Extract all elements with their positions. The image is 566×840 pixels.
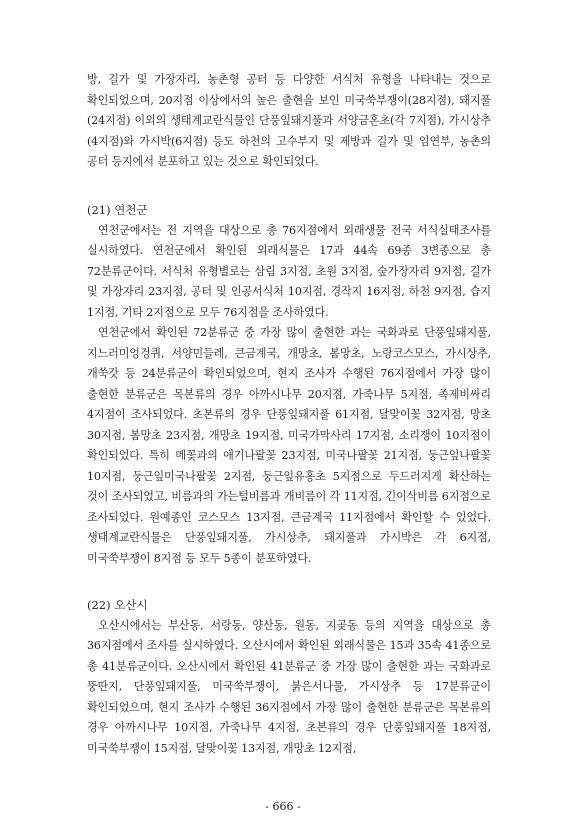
body-paragraph: 연천군에서는 전 지역을 대상으로 총 76지점에서 외래생물 전국 서식실태조사를 실시하였다. 연천군에서 확인된 외래식물은 17과 44속 69종 3변종으로 총 72분류군이다. 서식처 유형별로는 삼림 3지점, 초원 3지점, 숲가장자리 9지점, 길가 및 가장자리 23지점, 공터 및 인공서식처 10지점, 경작지 16지점, 하천 9지점, 습지 1지점, 기타 2지점으로 모두 76지점을 조사하였다. xyxy=(87,223,491,319)
body-paragraph: 연천군에서 확인된 72분류군 중 가장 많이 출현한 과는 국화과로 단풍잎돼지풀, 지느러미엉겅퀴, 서양민들레, 큰금계국, 개망초, 봄망초, 노랑코스모스, 가시상추, 개쑥갓 등 24분류군이 확인되었으며, 현지 조사가 수행된 76지점에서 가장 많이 출현한 분류군은 목본류의 경우 아까시나무 20지점, 가죽나무 5지점, 족제비싸리 4지점이 조사되었다. 초본류의 경우 단풍잎돼지풀 61지점, 달맞이꽃 32지점, 망초 30지점, 봄망초 23지점, 개망초 19지점, 미국가막사리 17지점, 소리쟁이 10지점이 확인되었다. 특히 메꽃과의 애기나팔꽃 23지점, 미국나팔꽃 21지점, 둥근잎나팔꽃 10지점, 둥근잎미국나팔꽃 2지점, 둥근잎유홍초 5지점으로 두드러지게 확산하는 것이 조사되었고, 비름과의 가는털비름과 개비름이 각 11지점, 긴이삭비름 6지점으로 조사되었다. 원예종인 코스모스 13지점, 큰금계국 11지점에서 확인할 수 있었다. 생태계교란식물은 단풍잎돼지풀, 가시상추, 돼지풀과 가시박은 각 6지점, 미국쑥부쟁이 8지점 등 모두 5종이 분포하였다. xyxy=(87,326,491,565)
intro-block xyxy=(87,70,491,173)
page-number: - 666 - xyxy=(265,800,301,813)
section-yeoncheon xyxy=(87,200,491,569)
section-heading: (22) 오산시 xyxy=(87,598,148,612)
intro-paragraph: 방, 길가 및 가장자리, 농촌형 공터 등 다양한 서식처 유형을 나타내는 것으로 확인되었으며, 20지점 이상에서의 높은 출현을 보인 미국쑥부쟁이(28지점), 돼지풀(24지점) 이외의 생태계교란식물인 단풍잎돼지풀과 서양금혼초(각 7지점), 가시상추(4지점)와 가시박(6지점) 등도 하천의 고수부지 및 제방과 길가 및 임연부, 농촌의 공터 등지에서 분포하고 있는 것으로 확인되었다. xyxy=(87,73,491,168)
section-osan xyxy=(87,595,491,759)
section-heading: (21) 연천군 xyxy=(87,203,148,217)
body-paragraph: 오산시에서는 부산동, 서랑동, 양산동, 원동, 지곶동 등의 지역을 대상으로 총 36지점에서 조사를 실시하였다. 오산시에서 확인된 외래식물은 15과 35속 41종으로 총 41분류군이다. 오산시에서 확인된 41분류군 중 가장 많이 출현한 과는 국화과로 뚱딴지, 단풍잎돼지풀, 미국쑥부쟁이, 붉은서나물, 가시상추 등 17분류군이 확인되었으며, 현지 조사가 수행된 36지점에서 가장 많이 출현한 분류군은 목본류의 경우 아까시나무 10지점, 가죽나무 4지점, 초본류의 경우 단풍잎돼지풀 18지점, 미국쑥부쟁이 15지점, 달맞이꽃 13지점, 개망초 12지점, xyxy=(87,618,491,755)
